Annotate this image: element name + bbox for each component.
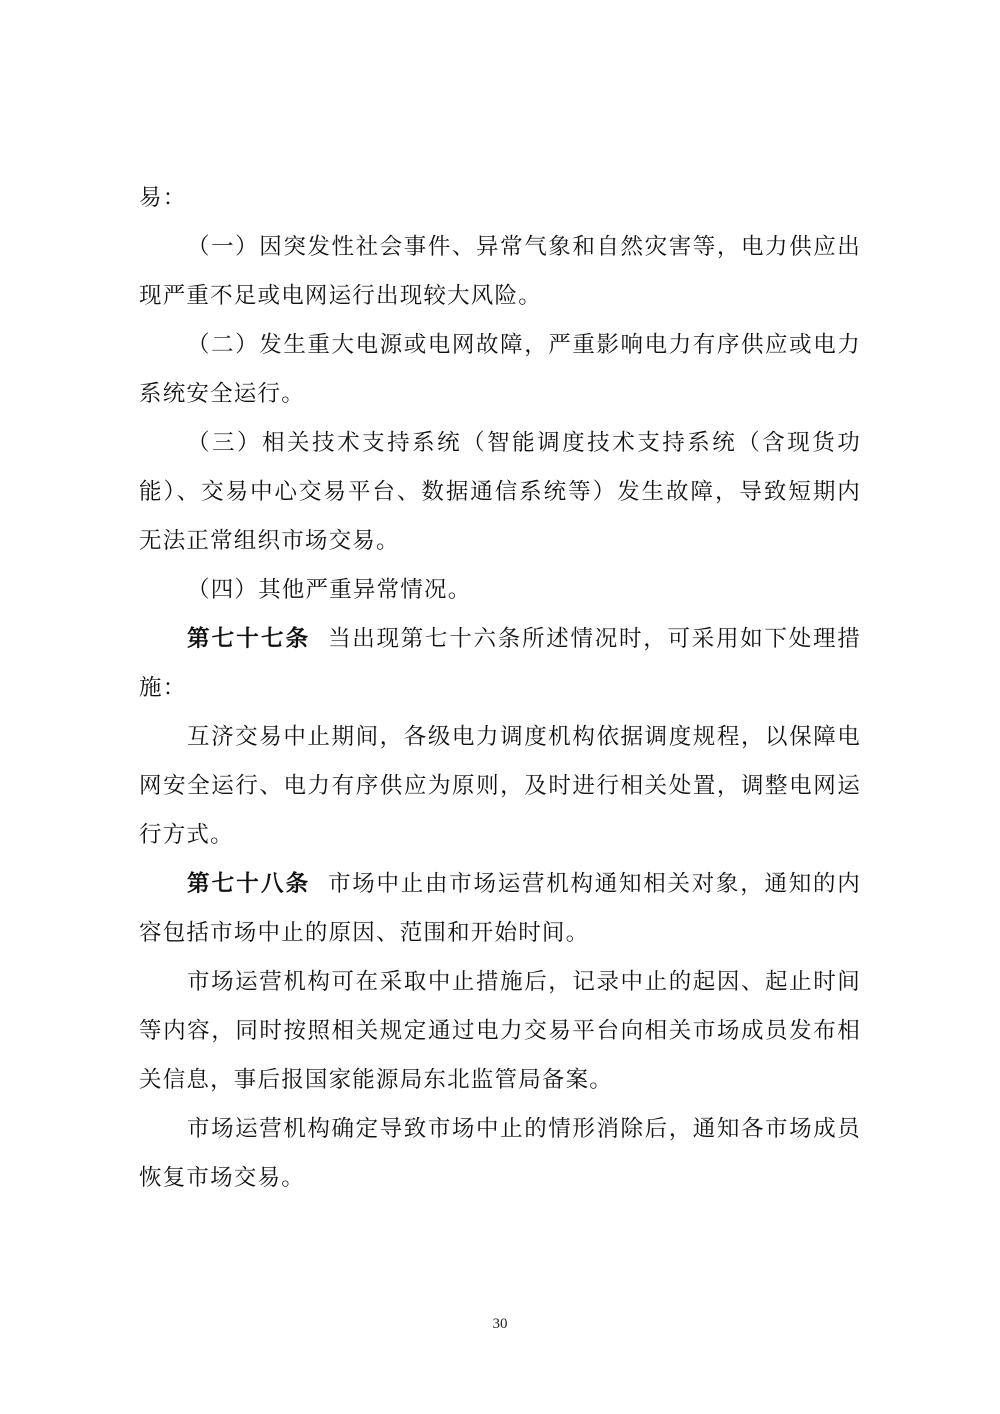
- article-77: [139, 615, 861, 713]
- document-body: [139, 174, 861, 1203]
- paragraph-text: 易：: [139, 185, 187, 211]
- paragraph-text: 市场运营机构可在采取中止措施后，记录中止的起因、起止时间等内容，同时按照相关规定通过电力交易平台向相关市场成员发布相关信息，事后报国家能源局东北监管局备案。: [139, 969, 861, 1093]
- article-78: [139, 860, 861, 958]
- page-number: 30: [492, 1316, 508, 1332]
- list-item-2: [139, 321, 861, 419]
- paragraph-continuation: [139, 174, 861, 223]
- list-item-3: [139, 419, 861, 566]
- list-item-4: [139, 566, 861, 615]
- paragraph-text: （四）其他严重异常情况。: [187, 577, 472, 603]
- paragraph-text: （三）相关技术支持系统（智能调度技术支持系统（含现货功能）、交易中心交易平台、数据通信系统等）发生故障，导致短期内无法正常组织市场交易。: [139, 430, 861, 554]
- article-number: 第七十七条: [187, 626, 311, 652]
- paragraph-text: （二）发生重大电源或电网故障，严重影响电力有序供应或电力系统安全运行。: [139, 332, 861, 407]
- list-item-1: [139, 223, 861, 321]
- paragraph-text: 市场中止由市场运营机构通知相关对象，通知的内容包括市场中止的原因、范围和开始时间。: [139, 871, 861, 946]
- article-78-body-2: [139, 1105, 861, 1203]
- paragraph-text: （一）因突发性社会事件、异常气象和自然灾害等，电力供应出现严重不足或电网运行出现较大风险。: [139, 234, 861, 309]
- paragraph-text: 互济交易中止期间，各级电力调度机构依据调度规程，以保障电网安全运行、电力有序供应为原则，及时进行相关处置，调整电网运行方式。: [139, 724, 861, 848]
- article-77-body: [139, 713, 861, 860]
- article-number: 第七十八条: [187, 871, 311, 897]
- paragraph-text: 市场运营机构确定导致市场中止的情形消除后，通知各市场成员恢复市场交易。: [139, 1116, 861, 1191]
- paragraph-text: 当出现第七十六条所述情况时，可采用如下处理措施：: [139, 626, 861, 701]
- article-78-body-1: [139, 958, 861, 1105]
